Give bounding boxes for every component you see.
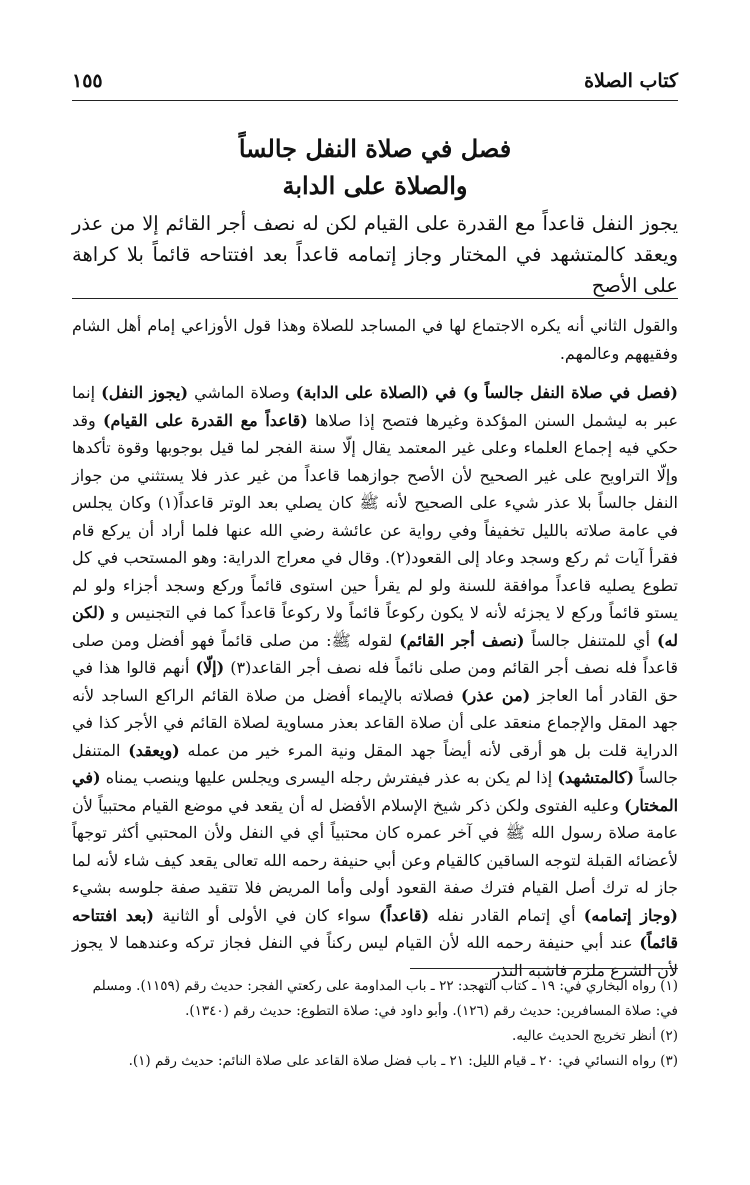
chapter-title-line-1: فصل في صلاة النفل جالساً <box>238 134 512 163</box>
matn-quote: (إلّا) <box>195 658 225 677</box>
matn-quote: (من عذر) <box>460 685 531 705</box>
commentary-text: عند أبي حنيفة رحمه الله لأن القيام ليس ركناً في النفل فجاز تركه وعندهما لا يجوز لأن الشرع ملزم فاشبه النذر <box>72 933 678 980</box>
matn-quote: (قاعداً) <box>379 905 430 925</box>
matn-quote: (الصلاة على الدابة) <box>295 383 429 402</box>
commentary-text: (١) <box>157 493 179 512</box>
commentary-text: إذا لم يكن به عذر فيفترش رجله اليسرى ويجلس عليها وينصب يمناه <box>100 768 558 787</box>
matn-quote: (بعد افتتاحه قائماً) <box>72 905 678 952</box>
commentary-paragraph-1: والقول الثاني أنه يكره الاجتماع لها في المساجد للصلاة وهذا قول الأوزاعي إمام أهل الشام وفقيههم وعالمهم. <box>72 316 678 363</box>
commentary-text: سواء كان في الأولى أو الثانية <box>153 905 380 925</box>
footnote-rule <box>410 968 678 969</box>
footnote-3: (٣) رواه النسائي في: ٢٠ ـ قيام الليل: ٢١ ـ باب فضل صلاة القاعد على صلاة النائم: حديث رقم (١). <box>128 1053 678 1069</box>
commentary-text: فصلاته بالإيماء أفضل من صلاة القائم الراكع الساجد لأنه جهد المقل والإجماع منعقد على أن صلاة القاعد بعذر مساوية لصلاة القائم في الأجر كذا في الدراية قلت بل هو أرقى لأنه أيضاً جهد المقل ونية المرء خير من عمله <box>72 685 679 760</box>
footnotes <box>72 974 678 1074</box>
page-number: ١٥٥ <box>72 70 103 92</box>
commentary-text: أنهم قالوا هذا في حق القادر أما العاجز <box>72 658 678 705</box>
matn-quote: (كالمتشهد) <box>557 768 635 787</box>
running-header-book-title: كتاب الصلاة <box>584 70 678 92</box>
matn-quote: (نصف أجر القائم) <box>399 630 525 650</box>
commentary-text: وعليه الفتوى ولكن ذكر شيخ الإسلام الأفضل له أن يقعد في موضع القيام محتبياً لأن عامة صلاة رسول الله ﷺ في آخر عمره كان محتبياً أي في النفل ولأن المحتبي أكثر توجهاً لأعضائه القبلة لتوجه الساقين كالقيام وعن أبي حنيفة رحمه الله تعالى يقعد كيف شاء لأنه لما جاز له ترك أصل القيام فترك صفة القعود أولى وأما المريض فلا تتقيد صفة جلوسه بشيء <box>72 795 678 897</box>
matn-text: يجوز النفل قاعداً مع القدرة على القيام لكن له نصف أجر القائم إلا من عذر ويعقد كالمتشهد في المختار وجاز إتمامه قاعداً بعد افتتاحه قائماً بلا كراهة على الأصح <box>72 212 678 297</box>
commentary-text: وقد حكي فيه إجماع العلماء وعلى غير المعتمد يقال إلّا سنة الفجر لما قيل بوجوبها وقوة تأكدها وإلّا التراويح على غير الصحيح لأن الأصح جوازهما قاعداً من غير عذر فلا يستثني من جواز النفل جالساً بلا عذر شيء على الصحيح لأنه ﷺ كان يصلي بعد الوتر قاعداً <box>72 410 679 512</box>
matn-quote: (فصل في صلاة النفل جالساً و) في <box>428 383 678 402</box>
commentary-text: (٢) <box>390 548 412 567</box>
commentary-text: . وقال في معراج الدراية: وهو المستحب في كل تطوع يصليه قاعداً موافقة للسنة ولو لم يقرأ حين استوى قائماً وركع وسجد أجزاء ولو لم يستو قائماً وركع لا يجزئه لأنه لا يكون ركوعاً قائماً ولا ركوعاً قاعداً كما في التجنيس و <box>72 548 678 622</box>
commentary-paragraph-2 <box>72 379 678 984</box>
running-header <box>72 70 678 100</box>
commentary-text: إنما عبر به ليشمل السنن المؤكدة وغيرها فتصح إذا صلاها <box>72 383 679 430</box>
commentary-text: وصلاة الماشي <box>188 383 296 402</box>
commentary-text: (٣) <box>230 658 252 677</box>
commentary-text: وكان يجلس في عامة صلاته بالليل تخفيفاً وفي رواية عن عائشة رضي الله عنها فلما أراد أن يركع قام فقرأ آيات ثم ركع وسجد وعاد إلى القعود <box>72 493 678 567</box>
footnote-2: (٢) أنظر تخريج الحديث عاليه. <box>512 1028 678 1044</box>
matn-quote: (لكن له) <box>72 603 678 650</box>
matn-sharh-divider <box>72 298 678 299</box>
commentary-text: لقوله ﷺ: من صلى قائماً فهو أفضل ومن صلى قاعداً فله نصف أجر القائم ومن صلى نائماً فله نصف أجر القاعد <box>72 630 679 677</box>
commentary-text: المتنفل جالساً <box>72 740 679 787</box>
commentary-text: أي إتمام القادر نفله <box>429 905 584 925</box>
chapter-heading <box>72 130 678 204</box>
matn-quote: (قاعداً مع القدرة على القيام) <box>102 410 308 430</box>
matn-quote: (وجاز إتمامه) <box>583 905 679 925</box>
matn-quote: (يجوز النفل) <box>101 383 189 402</box>
header-rule <box>72 100 678 101</box>
matn-quote: (في المختار) <box>72 768 679 815</box>
matn-quote: (ويعقد) <box>128 740 180 760</box>
chapter-title-line-2: والصلاة على الدابة <box>282 171 468 200</box>
commentary <box>72 312 678 996</box>
commentary-text: أي للمتنفل جالساً <box>524 630 657 650</box>
footnote-1: (١) رواه البخاري في: ١٩ ـ كتاب التهجد: ٢٢ ـ باب المداومة على ركعتي الفجر: حديث رقم (١١٥٩). ومسلم في: صلاة المسافرين: حديث رقم (١٢٦). وأبو داود في: صلاة التطوع: حديث رقم (١٣٤٠). <box>92 978 678 1019</box>
